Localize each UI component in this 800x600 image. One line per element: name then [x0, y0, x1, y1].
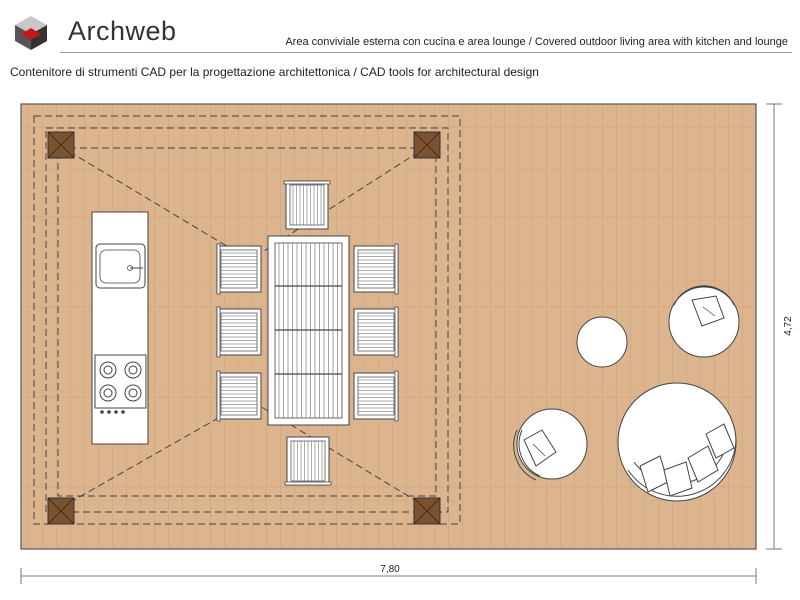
drawing-subtitle: Contenitore di strumenti CAD per la progettazione architettonica / CAD tools for architectural design	[10, 65, 539, 79]
dining-chair	[354, 371, 398, 421]
pergola-post	[414, 132, 440, 158]
dining-table	[268, 236, 349, 425]
cooktop-icon	[95, 355, 146, 414]
depth-dimension: 4,72	[783, 316, 794, 336]
dining-chair	[217, 307, 261, 357]
dining-chair	[354, 307, 398, 357]
round-daybed	[618, 383, 736, 501]
pergola-post	[48, 498, 74, 524]
dining-chair	[217, 244, 261, 294]
pergola-post	[414, 498, 440, 524]
pergola-post	[48, 132, 74, 158]
sink-icon	[96, 244, 145, 288]
dining-chair	[285, 437, 331, 485]
side-table	[577, 317, 627, 367]
dining-chair	[284, 181, 330, 229]
dining-chair	[217, 371, 261, 421]
brand-name[interactable]: Archweb	[68, 16, 177, 46]
drawing-title: Area conviviale esterna con cucina e area lounge / Covered outdoor living area with kitchen and lounge	[285, 36, 788, 48]
kitchen-island	[92, 212, 148, 444]
dining-chair	[354, 244, 398, 294]
armchair-upper	[669, 286, 739, 357]
width-dimension: 7,80	[380, 564, 400, 575]
